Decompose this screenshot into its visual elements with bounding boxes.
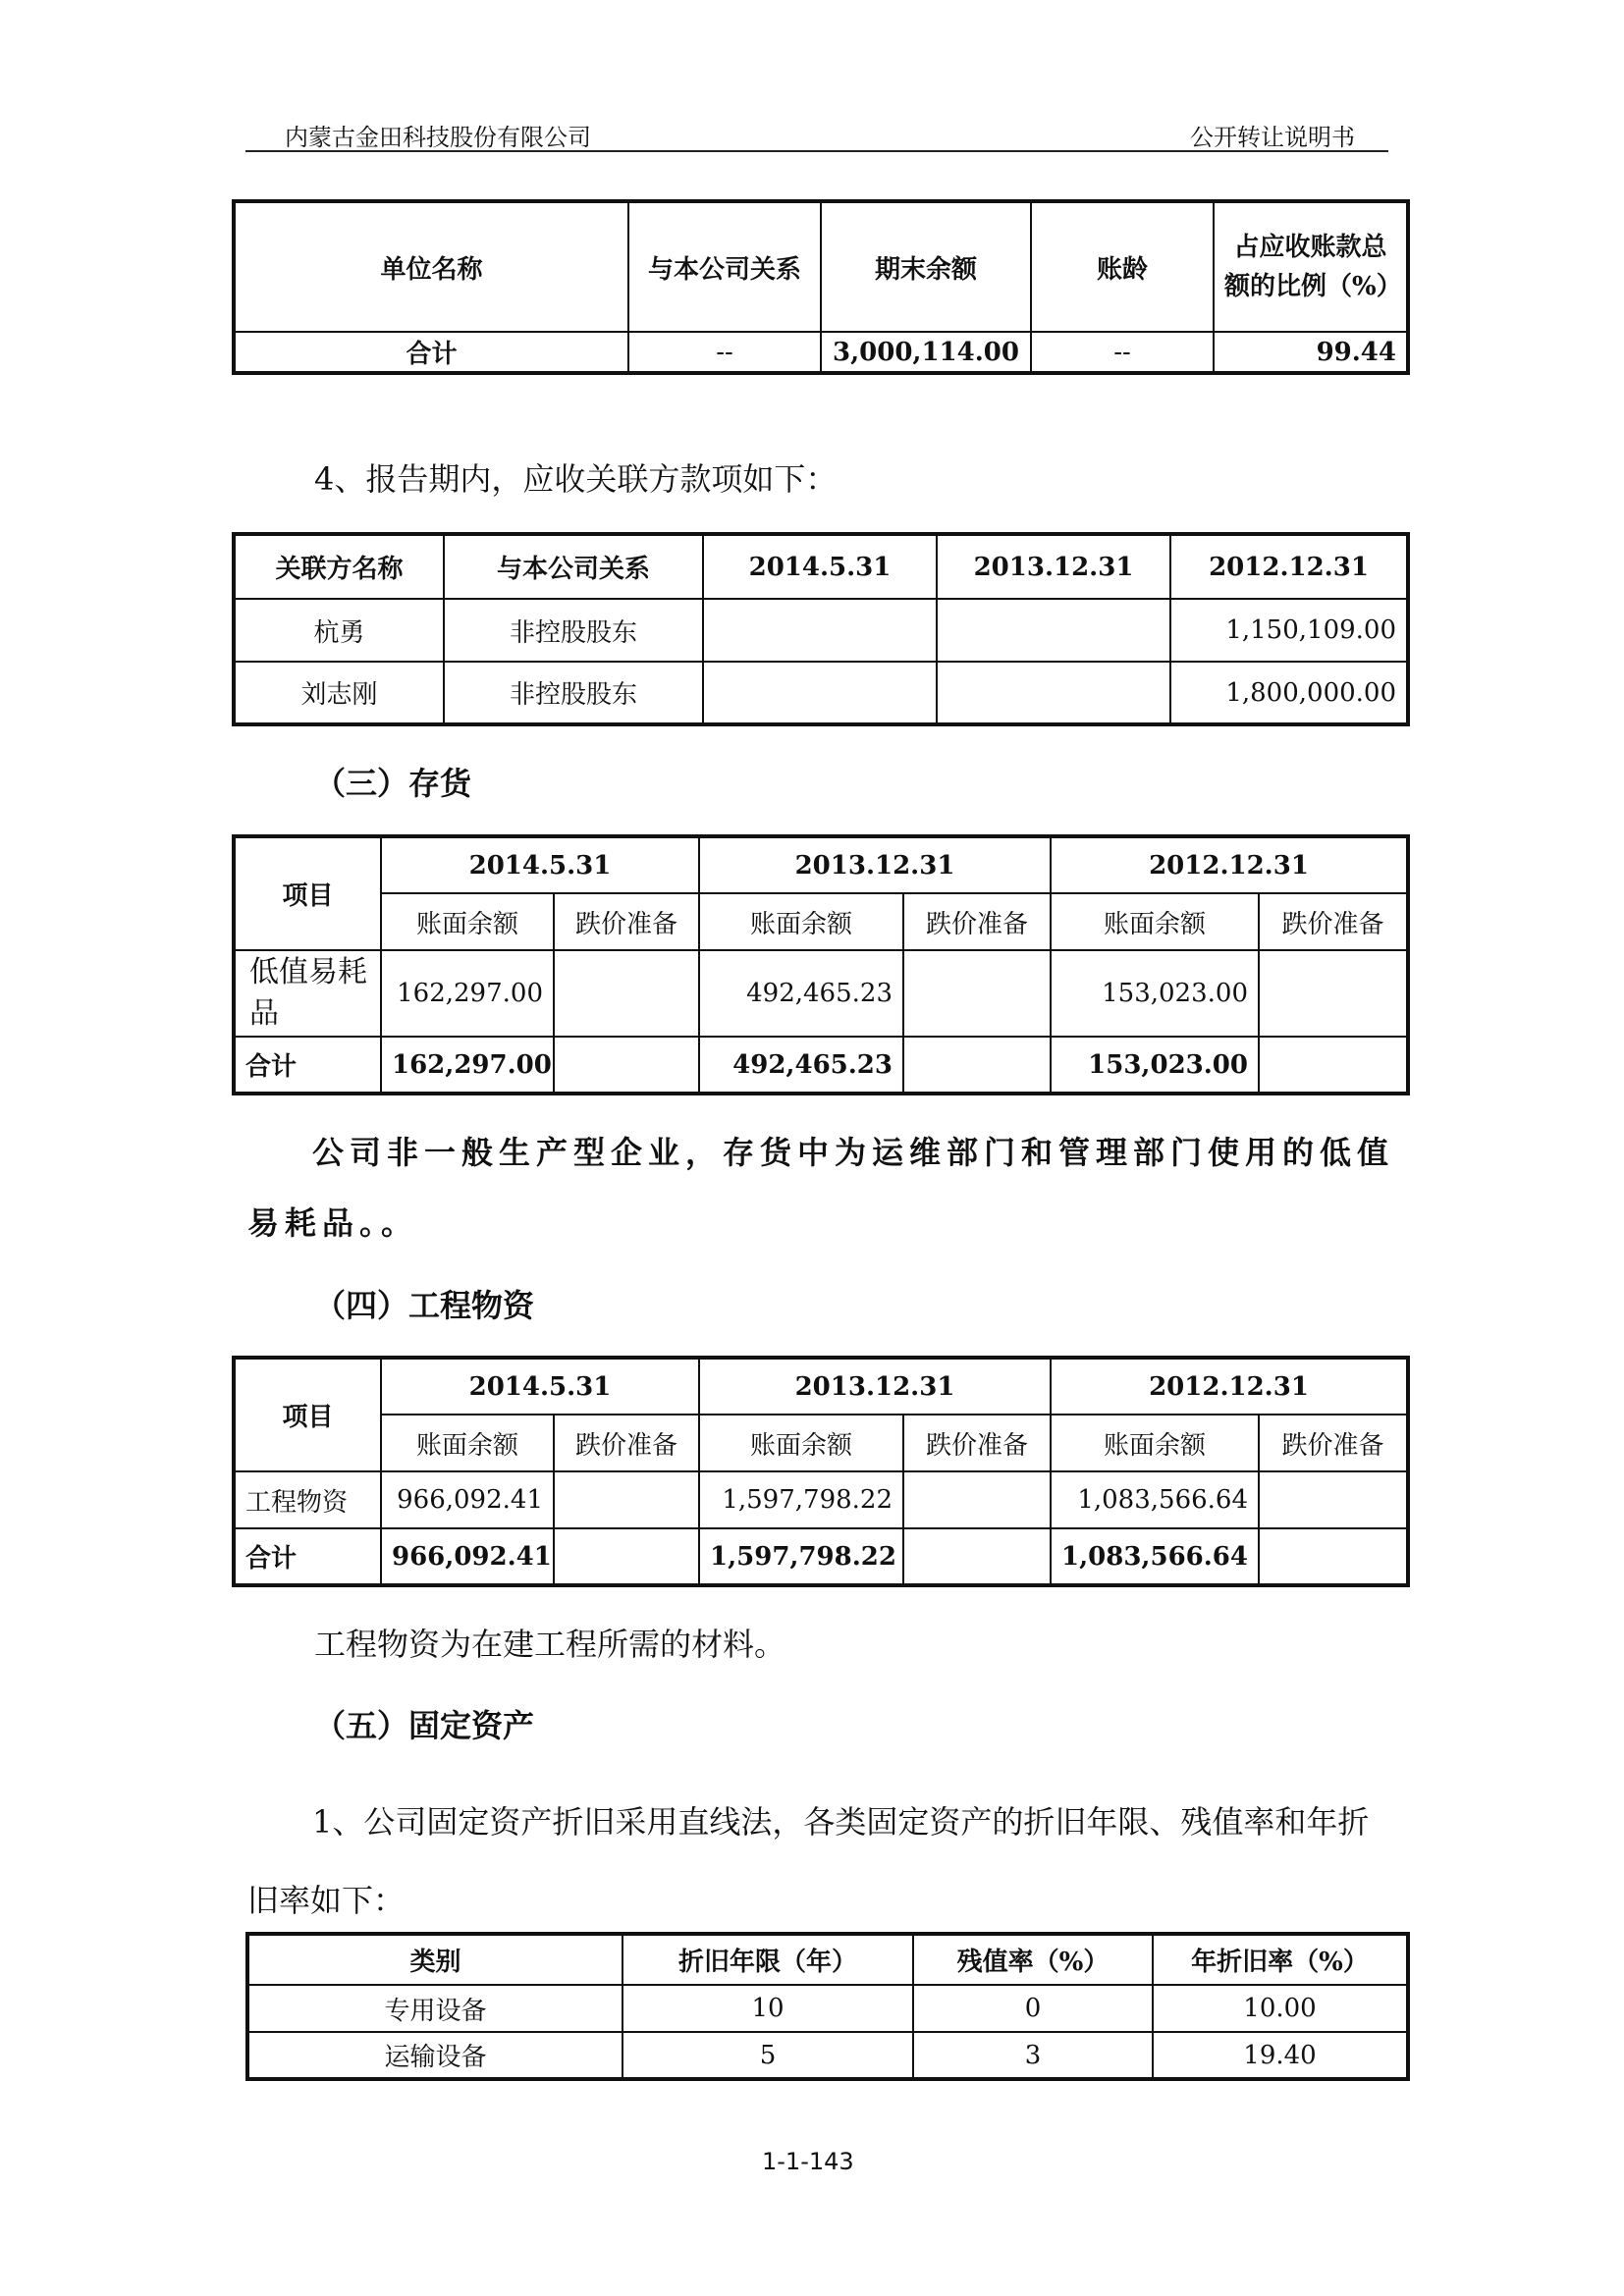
t4-header-2012: 2012.12.31 [1051, 1358, 1408, 1415]
t4-cell: 工程物资 [234, 1471, 381, 1528]
t1-total-ratio: 99.44 [1214, 332, 1408, 373]
t3-cell [554, 950, 699, 1037]
t4-cell: 1,083,566.64 [1051, 1471, 1259, 1528]
t5-cell: 运输设备 [247, 2032, 623, 2079]
t3-sub-book: 账面余额 [1051, 893, 1259, 950]
t4-sub-book: 账面余额 [699, 1415, 903, 1471]
table-row-total [234, 1528, 1408, 1585]
t5-header-years: 折旧年限（年） [623, 1934, 913, 1985]
t3-cell: 低值易耗品 [234, 950, 381, 1037]
t4-total: 1,597,798.22 [699, 1528, 903, 1585]
t3-cell: 492,465.23 [699, 950, 903, 1037]
t4-total: 合计 [234, 1528, 381, 1585]
section-heading-inventory: （三）存货 [314, 765, 472, 802]
t2-cell: 杭勇 [234, 599, 444, 662]
t4-header-2014: 2014.5.31 [381, 1358, 699, 1415]
t5-cell: 5 [623, 2032, 913, 2079]
t4-cell: 1,597,798.22 [699, 1471, 903, 1528]
t4-total: 1,083,566.64 [1051, 1528, 1259, 1585]
t3-header-2013: 2013.12.31 [699, 836, 1051, 893]
table-row-total [234, 1037, 1408, 1094]
t4-sub-book: 账面余额 [381, 1415, 554, 1471]
t5-header-residual: 残值率（%） [913, 1934, 1153, 1985]
t2-cell: 刘志刚 [234, 662, 444, 724]
section-heading-fixed-assets: （五）固定资产 [314, 1707, 535, 1744]
t1-total-relation: -- [628, 332, 821, 373]
t2-header-name: 关联方名称 [234, 534, 444, 599]
t3-header-2014: 2014.5.31 [381, 836, 699, 893]
table-row [234, 950, 1408, 1037]
t2-cell: 1,150,109.00 [1170, 599, 1408, 662]
t1-header-name: 单位名称 [234, 201, 628, 332]
t3-total [1259, 1037, 1408, 1094]
table-row [247, 1985, 1408, 2032]
t3-cell [1259, 950, 1408, 1037]
t4-sub-reserve: 跌价准备 [1259, 1415, 1408, 1471]
t3-cell: 153,023.00 [1051, 950, 1259, 1037]
t1-header-age: 账龄 [1031, 201, 1214, 332]
t5-cell: 专用设备 [247, 1985, 623, 2032]
t2-cell [703, 662, 937, 724]
t1-header-relation: 与本公司关系 [628, 201, 821, 332]
t2-cell [703, 599, 937, 662]
t5-header-category: 类别 [247, 1934, 623, 1985]
t4-total [1259, 1528, 1408, 1585]
t2-header-2014: 2014.5.31 [703, 534, 937, 599]
table-row [247, 2032, 1408, 2079]
t4-header-item: 项目 [234, 1358, 381, 1471]
t1-header-balance: 期末余额 [821, 201, 1031, 332]
table-row [234, 662, 1408, 724]
t3-total: 合计 [234, 1037, 381, 1094]
page-number: 1-1-143 [762, 2148, 854, 2175]
t3-sub-book: 账面余额 [699, 893, 903, 950]
t3-cell: 162,297.00 [381, 950, 554, 1037]
t5-header-rate: 年折旧率（%） [1153, 1934, 1408, 1985]
t4-sub-book: 账面余额 [1051, 1415, 1259, 1471]
t2-cell: 1,800,000.00 [1170, 662, 1408, 724]
t2-cell: 非控股股东 [444, 662, 703, 724]
t5-cell: 10 [623, 1985, 913, 2032]
t4-total [903, 1528, 1051, 1585]
t3-total: 153,023.00 [1051, 1037, 1259, 1094]
t5-cell: 10.00 [1153, 1985, 1408, 2032]
t3-sub-reserve: 跌价准备 [1259, 893, 1408, 950]
para-inventory-note: 公司非一般生产型企业，存货中为运维部门和管理部门使用的低值易耗品。。 [247, 1134, 1395, 1242]
para-depreciation: 1、公司固定资产折旧采用直线法，各类固定资产的折旧年限、残值率和年折旧率如下： [247, 1803, 1370, 1919]
t4-cell [903, 1471, 1051, 1528]
t2-cell [937, 662, 1170, 724]
t1-header-ratio: 占应收账款总额的比例（%） [1214, 201, 1408, 332]
t3-header-item: 项目 [234, 836, 381, 950]
t3-total: 162,297.00 [381, 1037, 554, 1094]
t2-header-2012: 2012.12.31 [1170, 534, 1408, 599]
t4-cell [554, 1471, 699, 1528]
header-divider [245, 150, 1388, 152]
t4-header-2013: 2013.12.31 [699, 1358, 1051, 1415]
para-related-receivables: 4、报告期内，应收关联方款项如下： [314, 460, 838, 498]
table-row [234, 1471, 1408, 1528]
t3-cell [903, 950, 1051, 1037]
t3-sub-reserve: 跌价准备 [903, 893, 1051, 950]
related-party-table [232, 532, 1410, 726]
t4-cell [1259, 1471, 1408, 1528]
t3-header-2012: 2012.12.31 [1051, 836, 1408, 893]
depreciation-table [245, 1932, 1410, 2081]
t4-sub-reserve: 跌价准备 [554, 1415, 699, 1471]
t2-cell [937, 599, 1170, 662]
receivables-top-table [232, 199, 1410, 375]
t2-header-relation: 与本公司关系 [444, 534, 703, 599]
t5-cell: 0 [913, 1985, 1153, 2032]
t1-total-age: -- [1031, 332, 1214, 373]
inventory-table [232, 834, 1410, 1095]
t1-total-label: 合计 [234, 332, 628, 373]
header-doc-title: 公开转让说明书 [1190, 124, 1355, 151]
t5-cell: 19.40 [1153, 2032, 1408, 2079]
materials-table [232, 1356, 1410, 1587]
t4-total [554, 1528, 699, 1585]
t3-total: 492,465.23 [699, 1037, 903, 1094]
table-row [234, 599, 1408, 662]
t4-sub-reserve: 跌价准备 [903, 1415, 1051, 1471]
t1-total-balance: 3,000,114.00 [821, 332, 1031, 373]
t5-cell: 3 [913, 2032, 1153, 2079]
t3-sub-book: 账面余额 [381, 893, 554, 950]
t3-sub-reserve: 跌价准备 [554, 893, 699, 950]
para-materials-note: 工程物资为在建工程所需的材料。 [314, 1626, 786, 1663]
header-company: 内蒙古金田科技股份有限公司 [285, 124, 591, 151]
t2-header-2013: 2013.12.31 [937, 534, 1170, 599]
t2-cell: 非控股股东 [444, 599, 703, 662]
section-heading-materials: （四）工程物资 [314, 1287, 535, 1324]
t3-total [554, 1037, 699, 1094]
t4-total: 966,092.41 [381, 1528, 554, 1585]
t4-cell: 966,092.41 [381, 1471, 554, 1528]
t3-total [903, 1037, 1051, 1094]
